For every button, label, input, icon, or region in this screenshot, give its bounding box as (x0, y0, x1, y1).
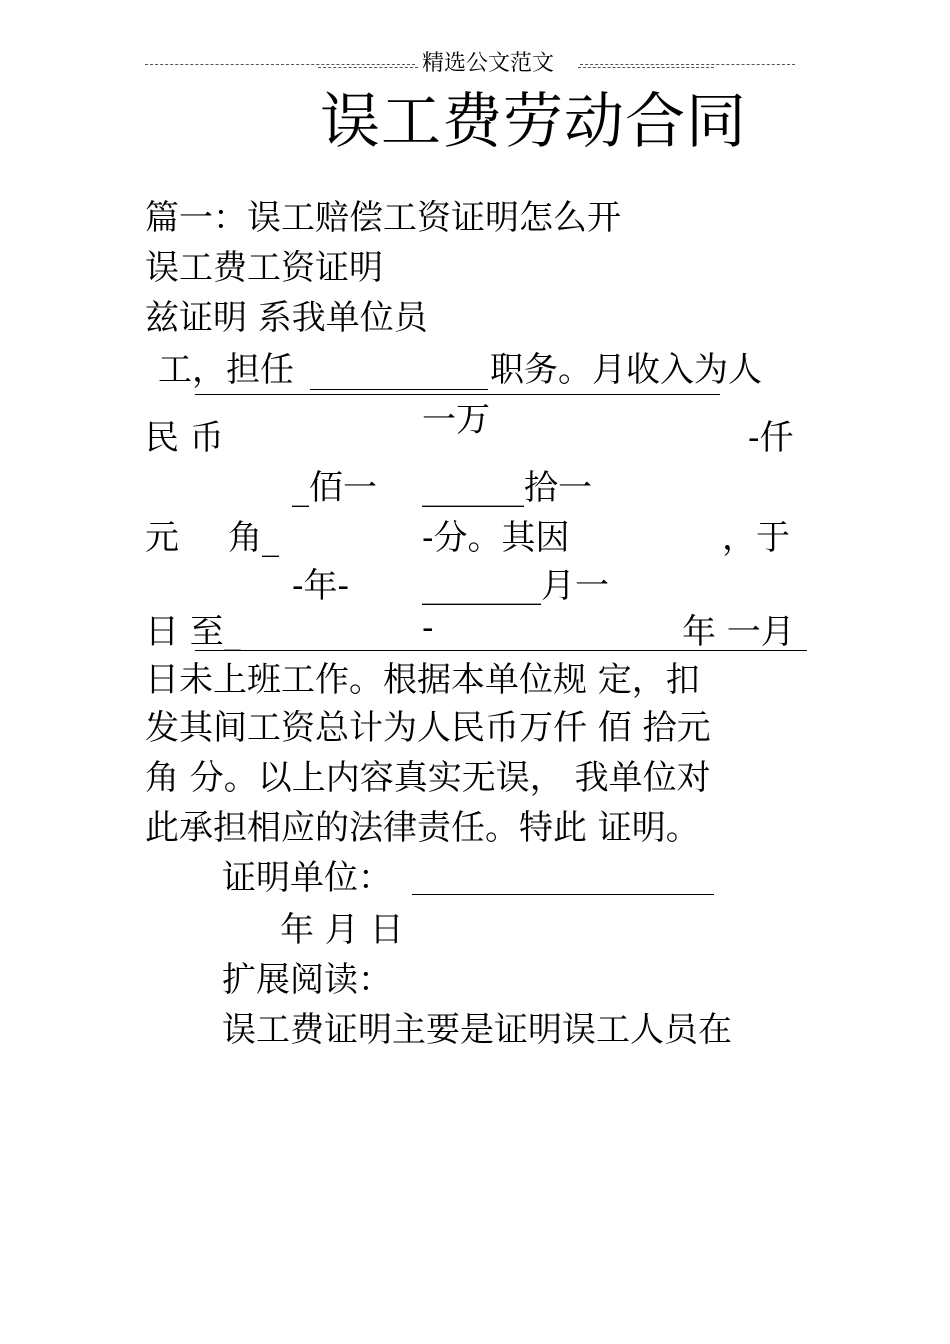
text-line-7a: 元 (145, 518, 179, 558)
text-line-8b: _______月一 (422, 566, 609, 606)
position-blank (310, 355, 488, 390)
text-line-7b: 角_ (228, 518, 279, 558)
header-dash-right (580, 64, 795, 65)
page-title: 误工费劳动合同 (320, 87, 747, 157)
paragraph-line-1: 日未上班工作。根据本单位规 定，扣 (145, 660, 700, 700)
paragraph-line-2: 发其间工资总计为人民币万仟 佰 拾元 (145, 708, 711, 748)
text-line-8a: -年- (292, 566, 349, 606)
text-line-last: 误工费证明主要是证明误工人员在 (222, 1010, 732, 1050)
text-line-9b: - (422, 608, 434, 648)
certifying-unit-label: 证明单位： (222, 858, 392, 898)
certifying-unit-blank (412, 862, 714, 895)
extended-reading-label: 扩展阅读： (222, 960, 392, 1000)
header-dash-right-2 (578, 67, 714, 68)
text-line-4a: 工，担任 (158, 350, 294, 390)
text-line-4b: 职务。月收入为人 (490, 350, 762, 390)
text-line-7d: ，于 (722, 518, 790, 558)
text-line-3: 兹证明 系我单位员 (145, 298, 428, 338)
header-text: 精选公文范文 (422, 51, 555, 76)
text-line-2: 误工费工资证明 (145, 248, 383, 288)
text-line-6b: ______拾一 (422, 468, 592, 508)
header-dash-left (145, 64, 415, 65)
text-line-5b: 一万 (422, 400, 490, 440)
paragraph-line-4: 此承担相应的法律责任。特此 证明。 (145, 808, 700, 848)
header-dash-left-2 (318, 67, 418, 68)
text-line-7c: -分。其因 (422, 518, 570, 558)
rule-1 (195, 394, 720, 395)
text-line-9a: 日 至_ (145, 612, 241, 652)
text-line-6a: _佰一 (292, 468, 377, 508)
text-line-5a: 民 币 (145, 418, 224, 458)
rule-2 (195, 650, 807, 651)
date-line: 年 月 日 (280, 910, 404, 950)
paragraph-line-3: 角 分。以上内容真实无误， 我单位对 (145, 758, 711, 798)
text-line-1: 篇一：误工赔偿工资证明怎么开 (145, 198, 621, 238)
text-line-9c: 年 一月 (682, 612, 795, 652)
text-line-5c: -仟 (748, 418, 794, 458)
